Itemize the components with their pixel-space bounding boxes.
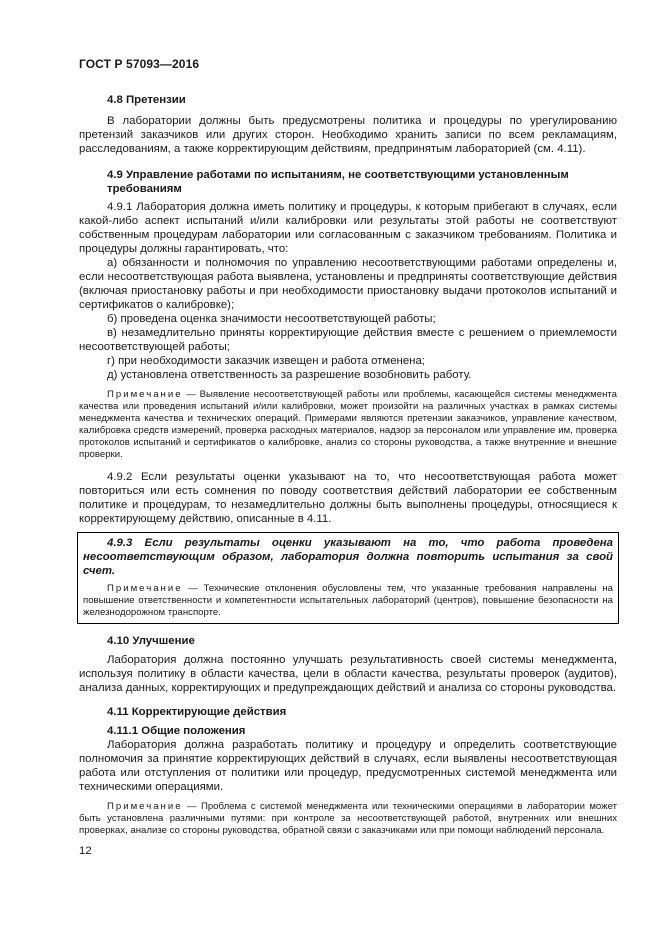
section-4-9-title (79, 168, 617, 196)
document-header: ГОСТ Р 57093—2016 (79, 57, 200, 71)
list-item-d: д) установлена ответственность за разрешение возобновить работу. (107, 369, 472, 381)
national-deviation-box (77, 532, 619, 624)
section-4-10-paragraph: Лаборатория должна постоянно улучшать результативность своей системы менеджмента, используя политику в области качества, цели в области качества, результаты проверок (аудитов), анализа данных, корректирующих и предупреждающих действий и анализа со стороны руководства. (79, 654, 617, 694)
note-text: — Выявление несоответствующей работы или проблемы, касающейся системы менеджмента качества или проведения испытаний и/или калибровки, может произойти на различных участках в рамках системы менеджмента качества и технических операций. Примерами являются претензии заказчиков, управление качеством, калибровка средств измерений, проверка расходных материалов, надзор за персоналом или управление им, проверка протоколов испытаний и сертификатов о калибровке, анализ со стороны руководства, а также внутренние и внешние проверки. (79, 389, 617, 460)
section-4-10-title: 4.10 Улучшение (107, 635, 195, 647)
note-text: — Технические отклонения обусловлены тем, что указанные требования направлены на повышение ответственности и компетентности испытательных лабораторий (центров), повышение безопасности на железнодорожном транспорте. (83, 583, 613, 618)
section-4-8-paragraph: В лаборатории должны быть предусмотрены политика и процедуры по урегулированию претензий заказчиков или других сторон. Необходимо хранить записи по всем рекламациям, расследованиям, а также корректирующим действиям, предпринятым лабораторией (см. 4.11). (79, 115, 617, 155)
note-4-11-1 (79, 801, 617, 837)
list-item-g: г) при необходимости заказчик извещен и работа отменена; (107, 355, 425, 367)
section-4-11-1-title: 4.11.1 Общие положения (107, 725, 246, 737)
note-4-9-1 (79, 389, 617, 461)
clause-4-9-3: 4.9.3 Если результаты оценки указывают на то, что работа проведена несоответствующим образом, лаборатория должна повторить испытания за свой счет. (83, 537, 613, 577)
clause-4-9-2: 4.9.2 Если результаты оценки указывают на то, что несоответствующая работа может повториться или есть сомнения по поводу соответствия действий лаборатории ее собственным политике и процедурам, то незамедлительно должны быть выполнены процедуры, относящиеся к корректирующему действию, описанные в 4.11. (79, 471, 617, 525)
note-label: Примечание (107, 583, 183, 594)
document-body (79, 93, 617, 837)
list-item-a: а) обязанности и полномочия по управлению несоответствующими работами определены и, если несоответствующая работа выявлена, установлены и предприняты соответствующие действия (включая приостановку работы и при необходимости приостановку выдачи протоколов испытаний и сертификатов о калибровке); (79, 257, 617, 311)
section-4-9-title-line1: 4.9 Управление работами по испытаниям, не соответствующими установленным (107, 169, 569, 181)
clause-4-9-1: 4.9.1 Лаборатория должна иметь политику и процедуры, к которым прибегают в случаях, если какой-либо аспект испытаний и/или калибровки или результаты этой работы не соответствуют собственным процедурам лаборатории или согласованным с заказчиком требованиям. Политика и процедуры должны гарантировать, что: (79, 201, 617, 255)
note-text: — Проблема с системой менеджмента или техническими операциями в лаборатории может быть установлена различными путями: при контроле за несоответствующей работой, внутренних или внешних проверках, анализе со стороны руководства, обратной связи с заказчиками или при помощи наблюдений персонала. (79, 801, 617, 836)
note-label: Примечание (107, 801, 183, 812)
note-4-9-3 (83, 583, 613, 619)
page-number: 12 (79, 845, 92, 857)
section-4-8-title: 4.8 Претензии (107, 94, 186, 106)
section-4-11-title: 4.11 Корректирующие действия (107, 706, 287, 718)
list-item-v: в) незамедлительно приняты корректирующие действия вместе с решением о приемлемости несоответствующей работы; (79, 327, 617, 353)
list-item-b: б) проведена оценка значимости несоответствующей работы; (107, 313, 436, 325)
section-4-11-1-paragraph: Лаборатория должна разработать политику и процедуру и определить соответствующие полномочия за принятие корректирующих действий в случаях, если выявлены несоответствующая работа или отступления от политики или процедур, предусмотренных системой менеджмента или техническими операциями. (79, 739, 617, 793)
section-4-9-title-line2: требованиям (107, 183, 182, 195)
note-label: Примечание (107, 389, 183, 400)
